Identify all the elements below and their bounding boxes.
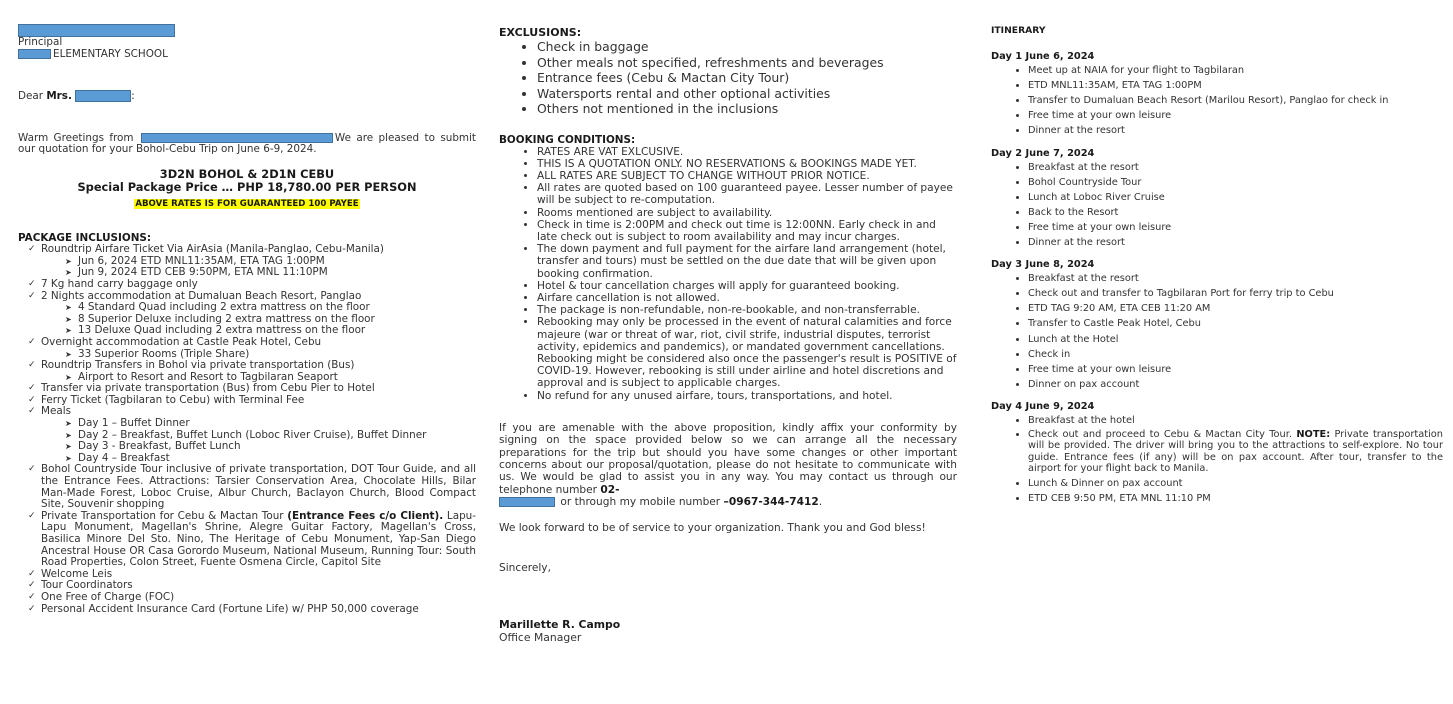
itinerary-day-title: Day 2 June 7, 2024 xyxy=(991,147,1095,159)
itinerary-item: • Transfer to Dumaluan Beach Resort (Marilou Resort), Panglao for check in xyxy=(1028,93,1443,108)
itinerary-item: • ETD TAG 9:20 AM, ETA CEB 11:20 AM xyxy=(1028,301,1443,316)
cebu-tour-attractions: Lapu-Lapu Monument, Magellan's Shrine, Alegre Guitar Factory, Magellan's Cross, Basilica Minore Del Sto. Nino, The Heritage of Cebu Monument, Yap-San Diego Ancestral House OR Casa Gorordo Museum, National Museum, Running Tour: South Road Properties, Colon Street, Fuente Osmena Circle, Capitol Site xyxy=(41,509,476,569)
letter-middle-column xyxy=(499,0,957,644)
guaranteed-payee-note: ABOVE RATES IS FOR GUARANTEED 100 PAYEE xyxy=(135,198,359,209)
inclusion-subitem: ➤ Day 3 - Breakfast, Buffet Lunch xyxy=(65,441,476,453)
itinerary-item: • Dinner at the resort xyxy=(1028,123,1443,138)
itinerary-item: • Lunch & Dinner on pax account xyxy=(1028,476,1443,491)
itinerary-item: • Free time at your own leisure xyxy=(1028,220,1443,235)
booking-condition-item: • Rebooking may only be processed in the event of natural calamities and force majeure (war or threat of war, riot, civil strife, industrial disputes, terrorist activity, epidemics and pandemics), or mandated government cancellations. Rebooking might be considered also once the passenger's result is POSITIVE of COVID-19. However, rebooking is still under airline and hotel discretions and approval and is subject to applicable charges. xyxy=(537,316,957,389)
booking-condition-item: • No refund for any unused airfare, tours, transportations, and hotel. xyxy=(537,390,957,402)
booking-condition-item: • The package is non-refundable, non-re-bookable, and non-transferrable. xyxy=(537,304,957,316)
exclusions-list xyxy=(499,39,957,117)
inclusion-subitem: ➤ Jun 9, 2024 ETD CEB 9:50PM, ETA MNL 11:10PM xyxy=(65,267,476,279)
booking-condition-item: • Airfare cancellation is not allowed. xyxy=(537,292,957,304)
itinerary-item: • Meet up at NAIA for your flight to Tagbilaran xyxy=(1028,63,1443,78)
inclusion-item: ✓ Tour Coordinators xyxy=(30,580,476,592)
day4-note-text: Check out and proceed to Cebu & Mactan City Tour. xyxy=(1028,428,1297,440)
inclusion-item xyxy=(30,291,476,337)
inclusion-subitem: ➤ Airport to Resort and Resort to Tagbilaran Seaport xyxy=(65,372,476,384)
redacted-company-name xyxy=(141,133,333,143)
inclusion-text: Transfer via private transportation (Bus) from Cebu Pier to Hotel xyxy=(41,382,375,395)
exclusion-item: • Other meals not specified, refreshments and beverages xyxy=(537,55,957,71)
closing-text: If you are amenable with the above proposition, kindly affix your conformity by signing on the space provided below so we can arrange all the necessary preparations for the trip but should you have some changes or other important concerns about our proposal/quotation, please do not hesitate to communicate with us. We would be glad to assist you in any way. You may contact us through our telephone number xyxy=(499,421,957,496)
inclusion-text: 7 Kg hand carry baggage only xyxy=(41,277,198,290)
inclusion-item xyxy=(30,360,476,383)
inclusion-item: ✓ Personal Accident Insurance Card (Fortune Life) w/ PHP 50,000 coverage xyxy=(30,604,476,616)
inclusion-subitem: ➤ Jun 6, 2024 ETD MNL11:35AM, ETA TAG 1:00PM xyxy=(65,256,476,268)
exclusion-item: • Check in baggage xyxy=(537,39,957,55)
greeting-paragraph xyxy=(18,133,476,156)
itinerary-item: • Lunch at the Hotel xyxy=(1028,332,1443,347)
inclusion-subitem: ➤ Day 2 – Breakfast, Buffet Lunch (Loboc River Cruise), Buffet Dinner xyxy=(65,430,476,442)
sign-off: Sincerely, xyxy=(499,562,551,575)
mobile-number: –0967-344-7412 xyxy=(723,496,819,509)
package-price: Special Package Price … PHP 18,780.00 PER PERSON xyxy=(77,179,417,194)
salutation xyxy=(18,90,476,103)
greeting-after: We are pleased to submit our quotation for your Bohol-Cebu Trip on June 6-9, 2024. xyxy=(18,131,476,156)
itinerary-item: • Check in xyxy=(1028,347,1443,362)
itinerary-item: • Breakfast at the hotel xyxy=(1028,413,1443,428)
signer-title: Office Manager xyxy=(499,631,582,645)
inclusion-subitem: ➤ 8 Superior Deluxe including 2 extra mattress on the floor xyxy=(65,314,476,326)
exclusion-item: • Entrance fees (Cebu & Mactan City Tour) xyxy=(537,70,957,86)
inclusion-item xyxy=(30,395,476,407)
inclusion-item: ✓ One Free of Charge (FOC) xyxy=(30,592,476,604)
inclusion-subitem: ➤ 13 Deluxe Quad including 2 extra mattress on the floor xyxy=(65,325,476,337)
itinerary-day-title: Day 4 June 9, 2024 xyxy=(991,400,1095,412)
booking-condition-item: • THIS IS A QUOTATION ONLY. NO RESERVATIONS & BOOKINGS MADE YET. xyxy=(537,158,957,170)
booking-condition-item: • RATES ARE VAT EXLCUSIVE. xyxy=(537,146,957,158)
package-name: 3D2N BOHOL & 2D1N CEBU xyxy=(159,166,335,181)
inclusion-sublist xyxy=(41,418,476,464)
itinerary-item: • Dinner at the resort xyxy=(1028,235,1443,250)
itinerary-item: • Dinner on pax account xyxy=(1028,377,1443,392)
booking-condition-item: • Rooms mentioned are subject to availability. xyxy=(537,207,957,219)
inclusion-item xyxy=(30,406,476,464)
itinerary-item: • Back to the Resort xyxy=(1028,205,1443,220)
redacted-school-name xyxy=(18,49,51,59)
phone-prefix: 02- xyxy=(600,483,620,496)
itinerary-item: • Transfer to Castle Peak Hotel, Cebu xyxy=(1028,316,1443,331)
exclusion-item: • Watersports rental and other optional activities xyxy=(537,86,957,102)
itinerary-day-list xyxy=(991,63,1443,138)
recipient-school xyxy=(18,49,476,61)
itinerary-column xyxy=(991,0,1443,506)
inclusion-text: Meals xyxy=(41,405,72,418)
inclusion-subitem: ➤ Day 4 – Breakfast xyxy=(65,453,476,465)
itinerary-day-list xyxy=(991,413,1443,506)
mobile-end: . xyxy=(818,496,823,509)
recipient-title: Principal xyxy=(18,36,63,48)
salutation-prefix: Dear xyxy=(18,90,47,103)
day4-note-details: Private transportation will be provided. The driver will bring you to the attractions to self-explore. No tour guide. Entrance fees (if any) will be on pax account. After tour, transfer to the airport for your flight back to Manila. xyxy=(1028,428,1444,475)
itinerary-day-title: Day 3 June 8, 2024 xyxy=(991,259,1095,271)
mobile-text: or through my mobile number xyxy=(557,496,724,509)
school-suffix: ELEMENTARY SCHOOL xyxy=(53,47,168,60)
inclusion-subitem: ➤ Day 1 – Buffet Dinner xyxy=(65,418,476,430)
inclusion-item xyxy=(30,337,476,360)
booking-condition-item: • Hotel & tour cancellation charges will apply for guaranteed booking. xyxy=(537,280,957,292)
itinerary-item xyxy=(1028,428,1443,476)
thanks-line: We look forward to be of service to your organization. Thank you and God bless! xyxy=(499,521,926,534)
signer-name: Marillette R. Campo xyxy=(499,618,621,632)
package-heading xyxy=(18,168,476,194)
day4-note-label: NOTE: xyxy=(1296,428,1331,440)
itinerary-item: • Free time at your own leisure xyxy=(1028,362,1443,377)
inclusion-text: Ferry Ticket (Tagbilaran to Cebu) with Terminal Fee xyxy=(41,393,305,406)
itinerary-title: ITINERARY xyxy=(991,25,1046,36)
booking-condition-item: • Check in time is 2:00PM and check out time is 12:00NN. Early check in and late check out is subject to room availability and may incur charges. xyxy=(537,219,957,243)
itinerary-day-list xyxy=(991,271,1443,392)
itinerary-item: • ETD MNL11:35AM, ETA TAG 1:00PM xyxy=(1028,78,1443,93)
inclusion-subitem: ➤ 33 Superior Rooms (Triple Share) xyxy=(65,349,476,361)
closing-paragraph xyxy=(499,422,957,509)
inclusion-text: Bohol Countryside Tour inclusive of private transportation, DOT Tour Guide, and all the Entrance Fees. Attractions: Tarsier Conservation Area, Chocolate Hills, Bilar Man-Made Forest, Loboc Cruise, Albur Church, Baclayon Church, Blood Compact Site, Souvenir shopping xyxy=(41,463,476,511)
inclusion-text: Overnight accommodation at Castle Peak Hotel, Cebu xyxy=(41,335,322,348)
booking-condition-item: • ALL RATES ARE SUBJECT TO CHANGE WITHOUT PRIOR NOTICE. xyxy=(537,170,957,182)
itinerary-item: • ETD CEB 9:50 PM, ETA MNL 11:10 PM xyxy=(1028,491,1443,506)
itinerary-item: • Lunch at Loboc River Cruise xyxy=(1028,190,1443,205)
signature-block xyxy=(499,618,957,644)
booking-conditions-title: BOOKING CONDITIONS: xyxy=(499,133,636,146)
salutation-honorific: Mrs. xyxy=(46,90,72,103)
exclusions-title: EXCLUSIONS: xyxy=(499,26,582,39)
inclusion-text: Roundtrip Transfers in Bohol via private transportation (Bus) xyxy=(41,359,355,372)
inclusion-text: Roundtrip Airfare Ticket Via AirAsia (Manila-Panglao, Cebu-Manila) xyxy=(41,243,384,256)
itinerary-item: • Breakfast at the resort xyxy=(1028,271,1443,286)
itinerary-item: • Check out and transfer to Tagbilaran Port for ferry trip to Cebu xyxy=(1028,286,1443,301)
redacted-addressee xyxy=(75,90,131,102)
inclusion-item xyxy=(30,511,476,569)
inclusions-list xyxy=(18,244,476,615)
itinerary-day-list xyxy=(991,160,1443,251)
inclusion-item xyxy=(30,464,476,510)
exclusion-item: • Others not mentioned in the inclusions xyxy=(537,101,957,117)
greeting-before: Warm Greetings from xyxy=(18,131,134,144)
cebu-tour-text: Private Transportation for Cebu & Mactan Tour xyxy=(41,509,288,522)
cebu-tour-bold: (Entrance Fees c/o Client). xyxy=(287,509,444,522)
salutation-suffix: : xyxy=(131,90,135,103)
inclusion-sublist xyxy=(41,256,476,279)
inclusions-title: PACKAGE INCLUSIONS: xyxy=(18,231,152,244)
booking-condition-item: • All rates are quoted based on 100 guaranteed payee. Lesser number of payee will be subject to re-computation. xyxy=(537,182,957,206)
booking-condition-item: • The down payment and full payment for the airfare land arrangement (hotel, transfer and tours) must be settled on the due date that will be given upon booking confirmation. xyxy=(537,243,957,280)
itinerary-day-title: Day 1 June 6, 2024 xyxy=(991,51,1095,63)
itinerary-item: • Free time at your own leisure xyxy=(1028,108,1443,123)
inclusion-text: 2 Nights accommodation at Dumaluan Beach Resort, Panglao xyxy=(41,289,362,302)
itinerary-item: • Breakfast at the resort xyxy=(1028,160,1443,175)
inclusion-subitem: ➤ 4 Standard Quad including 2 extra mattress on the floor xyxy=(65,302,476,314)
itinerary-item: • Bohol Countryside Tour xyxy=(1028,175,1443,190)
booking-conditions-list xyxy=(499,146,957,402)
redacted-phone-number xyxy=(499,497,555,507)
inclusion-item xyxy=(30,244,476,279)
itinerary-days xyxy=(991,51,1443,506)
inclusion-sublist xyxy=(41,302,476,337)
inclusion-item: ✓ Welcome Leis xyxy=(30,569,476,581)
letter-left-column xyxy=(18,0,476,615)
